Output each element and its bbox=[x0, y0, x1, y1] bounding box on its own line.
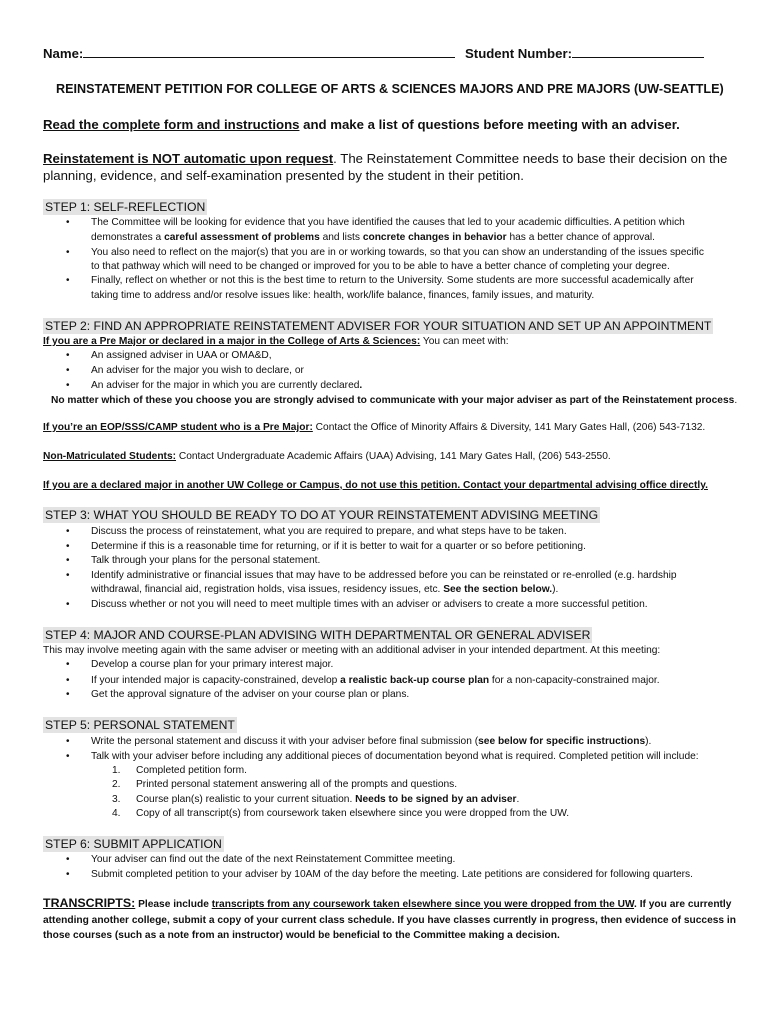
text: demonstrates a bbox=[91, 232, 165, 243]
careful-assessment: careful assessment of problems bbox=[164, 232, 320, 243]
step1-bullet3-line1: Finally, reflect on whether or not this is the best time to return to the University. Some students are more successful academically after bbox=[91, 275, 694, 286]
read-instructions bbox=[43, 117, 680, 132]
transcripts-underlined: transcripts from any coursework taken elsewhere since you were dropped from the UW bbox=[211, 899, 635, 910]
reinstatement-rest-1: . The Reinstatement Committee needs to base their decision on the bbox=[333, 151, 728, 166]
step5-item3 bbox=[136, 793, 519, 808]
transcripts-line1 bbox=[43, 896, 731, 910]
step3-bullet2: Determine if this is a reasonable time for returning, or if it is better to wait for a quarter or so before petitioning. bbox=[91, 541, 586, 552]
step1-heading: STEP 1: SELF-REFLECTION bbox=[45, 200, 206, 214]
bullet-icon: • bbox=[66, 541, 70, 552]
bullet-icon: • bbox=[66, 736, 70, 747]
text: for a non-capacity-constrained major. bbox=[489, 675, 660, 686]
step6-heading: STEP 6: SUBMIT APPLICATION bbox=[45, 837, 222, 851]
bullet-icon: • bbox=[66, 555, 70, 566]
step3-bullet5: Discuss whether or not you will need to meet multiple times with an adviser or advisers to create a more successful petition. bbox=[91, 599, 648, 610]
step3-bullet3: Talk through your plans for the personal statement. bbox=[91, 555, 321, 566]
transcripts-line2: attending another college, submit a copy of your current class schedule. If you have classes currently in progress, then evidence of success in bbox=[43, 915, 736, 926]
see-section-below: See the section below. bbox=[443, 584, 553, 595]
bullet-icon: • bbox=[66, 854, 70, 865]
item-number: 4. bbox=[112, 808, 121, 819]
text: An adviser for the major in which you are currently declared bbox=[91, 380, 360, 391]
student-number-label: Student Number: bbox=[465, 46, 572, 61]
step5-item4: Copy of all transcript(s) from coursework taken elsewhere since you were dropped from the UW. bbox=[136, 808, 570, 819]
signed-by-adviser: Needs to be signed by an adviser bbox=[355, 794, 517, 805]
step3-bullet4-line2 bbox=[91, 583, 558, 598]
step2-nonmat bbox=[43, 450, 611, 465]
step2-heading: STEP 2: FIND AN APPROPRIATE REINSTATEMENT ADVISER FOR YOUR SITUATION AND SET UP AN APPOINTMENT bbox=[45, 319, 712, 333]
step2-eop bbox=[43, 421, 705, 436]
step2-bullet1: An assigned adviser in UAA or OMA&D, bbox=[91, 350, 272, 361]
text: . bbox=[516, 794, 520, 805]
text: Course plan(s) realistic to your current situation. bbox=[136, 794, 356, 805]
bullet-icon: • bbox=[66, 689, 70, 700]
step6-bullet1: Your adviser can find out the date of the next Reinstatement Committee meeting. bbox=[91, 854, 456, 865]
item-number: 1. bbox=[112, 765, 121, 776]
name-blank[interactable] bbox=[83, 45, 455, 58]
name-label: Name: bbox=[43, 46, 84, 61]
bullet-icon: • bbox=[66, 869, 70, 880]
step5-item2: Printed personal statement answering all of the prompts and questions. bbox=[136, 779, 458, 790]
backup-plan: a realistic back-up course plan bbox=[340, 675, 490, 686]
step1-bullet2-line2: to that pathway which will need to be changed or improved for you to be able to have a better chance of completing your degree. bbox=[91, 261, 670, 272]
bullet-icon: • bbox=[66, 365, 70, 376]
step2-bullet3 bbox=[91, 379, 362, 394]
text: If your intended major is capacity-constrained, develop bbox=[91, 675, 341, 686]
step1-bullet3-line2: taking time to address and/or resolve issues like: health, work/life balance, finances, family issues, and maturity. bbox=[91, 290, 595, 301]
premajor-bold: If you are a Pre Major or declared in a major in the College of Arts & Sciences: bbox=[43, 336, 421, 347]
bullet-icon: • bbox=[66, 659, 70, 670]
step1-bullet1-line1: The Committee will be looking for evidence that you have identified the causes that led to your academic difficulties. A petition which bbox=[91, 217, 685, 228]
nonmat-bold: Non-Matriculated Students: bbox=[43, 451, 177, 462]
reinstatement-notice-line-1 bbox=[43, 151, 727, 166]
bullet-icon: • bbox=[66, 217, 70, 228]
student-number-blank[interactable] bbox=[572, 45, 704, 58]
bullet-icon: • bbox=[66, 599, 70, 610]
name-field[interactable] bbox=[43, 45, 455, 61]
step1-bullet2-line1: You also need to reflect on the major(s) that you are in or working towards, so that you can show an understanding of the issues specific bbox=[91, 247, 704, 258]
transcripts-label: TRANSCRIPTS: bbox=[43, 896, 136, 910]
step3-bullet4-line1: Identify administrative or financial issues that may have to be addressed before you can be reinstated or re-enrolled (e.g. hardship bbox=[91, 570, 677, 581]
text: ). bbox=[645, 736, 652, 747]
transcripts-line3: those courses (such as a note from an instructor) would be beneficial to the Committee making a decision. bbox=[43, 930, 560, 941]
step4-bullet2 bbox=[91, 674, 660, 689]
text: ). bbox=[552, 584, 559, 595]
step4-bullet1: Develop a course plan for your primary interest major. bbox=[91, 659, 334, 670]
read-instructions-rest: and make a list of questions before meeting with an adviser. bbox=[299, 117, 680, 132]
step3-bullet1: Discuss the process of reinstatement, what you are required to prepare, and what steps have to be taken. bbox=[91, 526, 567, 537]
step5-item1: Completed petition form. bbox=[136, 765, 247, 776]
nonmat-rest: Contact Undergraduate Academic Affairs (UAA) Advising, 141 Mary Gates Hall, (206) 543-2550. bbox=[176, 451, 611, 462]
text: Write the personal statement and discuss it with your adviser before final submission ( bbox=[91, 736, 479, 747]
text: No matter which of these you choose you are strongly advised to communicate with your major adviser as part of the Reinstatement process bbox=[51, 395, 735, 406]
concrete-changes: concrete changes in behavior bbox=[362, 232, 507, 243]
text: and lists bbox=[319, 232, 363, 243]
step2-bullet2: An adviser for the major you wish to declare, or bbox=[91, 365, 304, 376]
premajor-rest: You can meet with: bbox=[420, 336, 509, 347]
text: . bbox=[734, 395, 738, 406]
bullet-icon: • bbox=[66, 380, 70, 391]
step4-heading: STEP 4: MAJOR AND COURSE-PLAN ADVISING WITH DEPARTMENTAL OR GENERAL ADVISER bbox=[45, 628, 591, 642]
eop-bold: If you’re an EOP/SSS/CAMP student who is a Pre Major: bbox=[43, 422, 313, 433]
bullet-icon: • bbox=[66, 247, 70, 258]
eop-rest: Contact the Office of Minority Affairs & Diversity, 141 Mary Gates Hall, (206) 543-7132. bbox=[312, 422, 706, 433]
reinstatement-underlined: Reinstatement is NOT automatic upon request bbox=[43, 151, 334, 166]
read-instructions-underlined: Read the complete form and instructions bbox=[43, 117, 300, 132]
item-number: 2. bbox=[112, 779, 121, 790]
bullet-icon: • bbox=[66, 751, 70, 762]
step1-bullet1-line2 bbox=[91, 231, 655, 246]
text: . If you are currently bbox=[634, 899, 732, 910]
step2-declared: If you are a declared major in another UW College or Campus, do not use this petition. Contact your departmental advising office directly. bbox=[43, 480, 708, 491]
student-number-field[interactable] bbox=[465, 45, 704, 61]
bullet-icon: • bbox=[66, 275, 70, 286]
item-number: 3. bbox=[112, 794, 121, 805]
step2-advice bbox=[51, 394, 737, 409]
bullet-icon: • bbox=[66, 350, 70, 361]
text: withdrawal, financial aid, registration holds, visa issues, residency issues, etc. bbox=[91, 584, 444, 595]
bullet-icon: • bbox=[66, 675, 70, 686]
step5-bullet1 bbox=[91, 735, 651, 750]
text: Please include bbox=[135, 899, 212, 910]
step5-heading: STEP 5: PERSONAL STATEMENT bbox=[45, 718, 235, 732]
step3-heading: STEP 3: WHAT YOU SHOULD BE READY TO DO AT YOUR REINSTATEMENT ADVISING MEETING bbox=[45, 508, 599, 522]
step4-intro: This may involve meeting again with the same adviser or meeting with an additional adviser in your intended department. At this meeting: bbox=[43, 645, 661, 656]
step6-bullet2: Submit completed petition to your adviser by 10AM of the day before the meeting. Late petitions are considered for following quarters. bbox=[91, 869, 693, 880]
text: has a better chance of approval. bbox=[506, 232, 656, 243]
step4-bullet3: Get the approval signature of the adviser on your course plan or plans. bbox=[91, 689, 410, 700]
see-below: see below for specific instructions bbox=[478, 736, 646, 747]
step5-bullet2: Talk with your adviser before including any additional pieces of documentation beyond what is required. Completed petition will include: bbox=[91, 751, 699, 762]
bullet-icon: • bbox=[66, 526, 70, 537]
reinstatement-notice-line-2: planning, evidence, and self-examination presented by the student in their petition. bbox=[43, 168, 524, 183]
form-title: REINSTATEMENT PETITION FOR COLLEGE OF ARTS & SCIENCES MAJORS AND PRE MAJORS (UW-SEATTLE) bbox=[56, 82, 724, 96]
step2-premajor bbox=[43, 335, 509, 350]
text: . bbox=[359, 380, 363, 391]
bullet-icon: • bbox=[66, 570, 70, 581]
